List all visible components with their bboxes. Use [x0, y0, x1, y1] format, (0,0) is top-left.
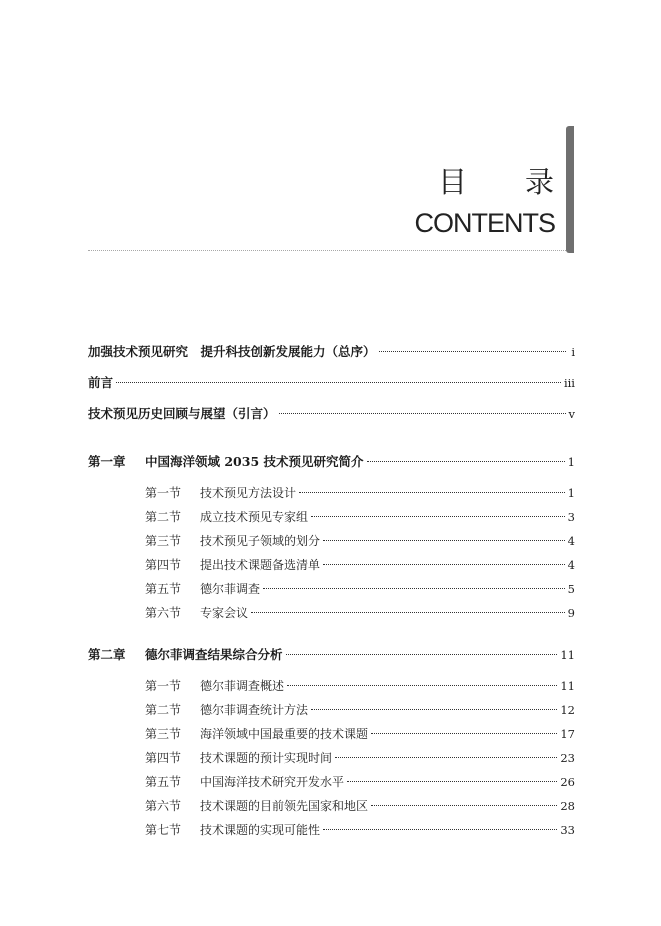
section-title: 成立技术预见专家组	[200, 510, 309, 524]
section-title: 技术课题的实现可能性	[200, 823, 321, 837]
toc-entry-preface-general[interactable]	[88, 343, 575, 361]
dot-leader	[323, 540, 565, 541]
chapter-number: 第一章	[88, 454, 126, 469]
section-number: 第二节	[145, 703, 182, 717]
section-title: 提出技术课题备选清单	[200, 558, 321, 572]
toc-page-number: 17	[560, 727, 575, 741]
toc-page-number: 5	[567, 582, 575, 596]
toc-section-1-4[interactable]	[145, 556, 575, 574]
section-title: 德尔菲调查概述	[200, 679, 285, 693]
toc-section-1-5[interactable]	[145, 580, 575, 598]
chapter-title: 中国海洋领域 2035 技术预见研究简介	[145, 454, 364, 469]
toc-entry-title: 技术预见历史回顾与展望（引言）	[88, 406, 276, 421]
dot-leader	[263, 588, 565, 589]
dot-leader	[323, 564, 565, 565]
chapter-title: 德尔菲调查结果综合分析	[145, 647, 283, 662]
section-number: 第三节	[145, 727, 182, 741]
dot-leader	[367, 461, 565, 462]
toc-section-1-3[interactable]	[145, 532, 575, 550]
section-number: 第六节	[145, 799, 182, 813]
dot-leader	[116, 382, 561, 383]
toc-page-number: 12	[560, 703, 575, 717]
toc-section-1-6[interactable]	[145, 604, 575, 622]
toc-page-number: 23	[560, 751, 575, 765]
dot-leader	[286, 654, 558, 655]
section-number: 第二节	[145, 510, 182, 524]
toc-page-number: v	[568, 407, 575, 421]
toc-page-number: 3	[567, 510, 575, 524]
dot-leader	[299, 492, 565, 493]
toc-page-number: 26	[560, 775, 575, 789]
contents-title-en: CONTENTS	[414, 208, 555, 238]
section-number: 第五节	[145, 582, 182, 596]
toc-page-number: 11	[560, 648, 575, 662]
section-title: 技术预见方法设计	[200, 486, 297, 500]
toc-page-number: 4	[567, 534, 575, 548]
dot-leader	[279, 413, 566, 414]
toc-section-2-1[interactable]	[145, 677, 575, 695]
toc-page-number: 1	[567, 486, 575, 500]
section-number: 第三节	[145, 534, 182, 548]
section-number: 第四节	[145, 558, 182, 572]
section-number: 第六节	[145, 606, 182, 620]
toc-page-number: 11	[560, 679, 575, 693]
dot-leader	[371, 805, 557, 806]
toc-page-number: iii	[563, 376, 575, 390]
dot-leader	[311, 709, 557, 710]
chapter-number: 第二章	[88, 647, 126, 662]
toc-entry-title: 加强技术预见研究 提升科技创新发展能力（总序）	[88, 344, 376, 359]
toc-page-number: 1	[567, 455, 575, 469]
dot-leader	[251, 612, 565, 613]
dot-leader	[335, 757, 557, 758]
section-number: 第一节	[145, 679, 182, 693]
section-title: 技术预见子领域的划分	[200, 534, 321, 548]
section-number: 第四节	[145, 751, 182, 765]
toc-section-2-7[interactable]	[145, 821, 575, 839]
toc-entry-foreword[interactable]	[88, 374, 575, 392]
toc-section-1-1[interactable]	[145, 484, 575, 502]
title-zh-char-1: 目	[438, 165, 468, 199]
section-number: 第五节	[145, 775, 182, 789]
toc-section-2-3[interactable]	[145, 725, 575, 743]
section-title: 中国海洋技术研究开发水平	[200, 775, 345, 789]
toc-section-2-5[interactable]	[145, 773, 575, 791]
toc-page-number: 4	[567, 558, 575, 572]
section-number: 第一节	[145, 486, 182, 500]
toc-section-1-2[interactable]	[145, 508, 575, 526]
dot-leader	[347, 781, 557, 782]
toc-chapter-1[interactable]	[88, 453, 575, 471]
toc-page-number: 9	[567, 606, 575, 620]
dot-leader	[371, 733, 557, 734]
toc-page-number: 33	[560, 823, 575, 837]
section-number: 第七节	[145, 823, 182, 837]
section-title: 专家会议	[200, 606, 249, 620]
dot-leader	[379, 351, 566, 352]
dot-leader	[311, 516, 565, 517]
toc-page-number: 28	[560, 799, 575, 813]
dot-leader	[323, 829, 557, 830]
toc-section-2-2[interactable]	[145, 701, 575, 719]
section-title: 海洋领域中国最重要的技术课题	[200, 727, 369, 741]
toc-entry-introduction[interactable]	[88, 405, 575, 423]
toc-section-2-4[interactable]	[145, 749, 575, 767]
section-title: 德尔菲调查	[200, 582, 261, 596]
toc-entry-title: 前言	[88, 375, 114, 390]
toc-chapter-2[interactable]	[88, 646, 575, 664]
section-title: 德尔菲调查统计方法	[200, 703, 309, 717]
toc-section-2-6[interactable]	[145, 797, 575, 815]
section-title: 技术课题的目前领先国家和地区	[200, 799, 369, 813]
title-zh-char-2: 录	[524, 165, 554, 199]
dot-leader	[287, 685, 557, 686]
toc-page-number: i	[571, 345, 575, 359]
section-title: 技术课题的预计实现时间	[200, 751, 333, 765]
